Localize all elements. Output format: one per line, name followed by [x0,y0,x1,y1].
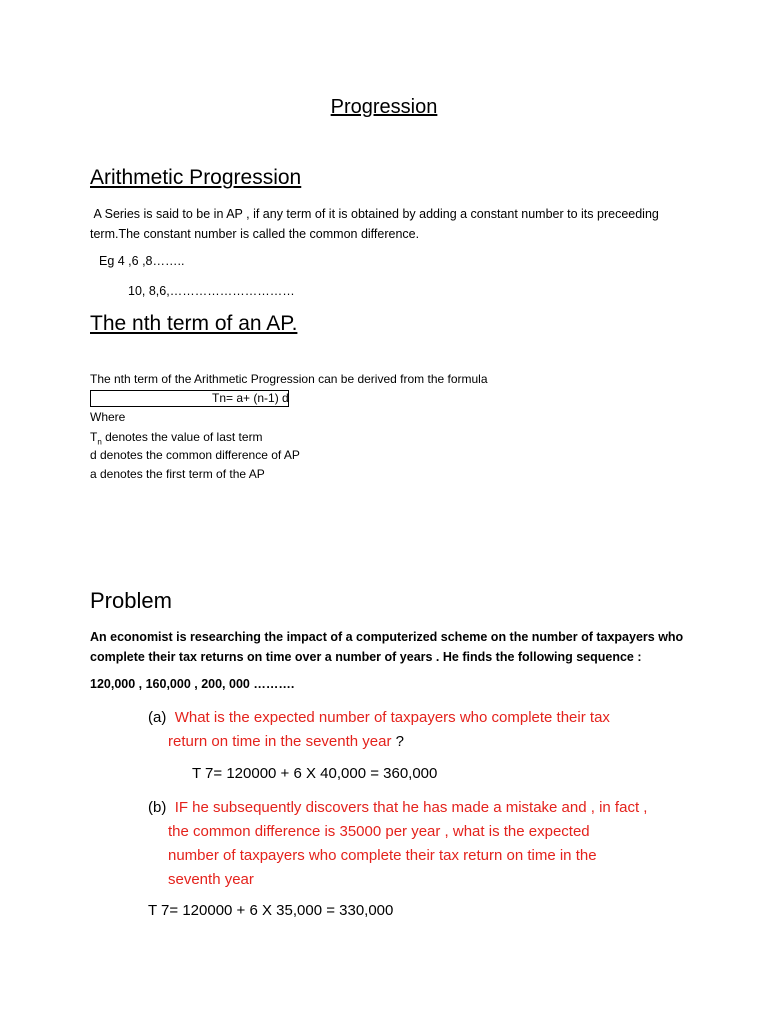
answer-b: T 7= 120000 + 6 X 35,000 = 330,000 [148,902,394,919]
question-a-line2: return on time in the seventh year [168,733,392,750]
question-b-line3: number of taxpayers who complete their tax return on time in the [168,847,597,864]
d-definition: d denotes the common difference of AP [90,448,300,462]
question-b-line4: seventh year [168,871,254,888]
ap-definition-paragraph [90,204,690,244]
tn-definition [90,430,263,446]
tn-symbol: T [90,430,98,444]
question-a-line2-wrap [148,730,610,754]
where-label: Where [90,410,126,424]
question-b-line1: IF he subsequently discovers that he has made a mistake and , in fact , [174,799,648,816]
question-a [148,706,610,754]
a-definition: a denotes the first term of the AP [90,467,265,481]
section-heading-arithmetic-progression: Arithmetic Progression [90,166,302,189]
nth-term-intro: The nth term of the Arithmetic Progression can be derived from the formula [90,372,488,386]
given-sequence: 120,000 , 160,000 , 200, 000 ………. [90,677,295,691]
tn-subscript: n [97,437,102,447]
ap-definition-text: A Series is said to be in AP , if any term of it is obtained by adding a constant number to its preceeding term.The constant number is called the common difference. [90,207,659,241]
answer-a: T 7= 120000 + 6 X 40,000 = 360,000 [192,765,438,782]
tn-definition-text: denotes the value of last term [101,430,263,444]
example-sequence-2: 10, 8,6,………………………… [128,284,295,298]
question-b-label: (b) [148,799,167,816]
example-sequence-1: Eg 4 ,6 ,8…….. [99,254,185,268]
page-title: Progression [330,96,438,118]
question-a-mark: ? [391,733,404,750]
question-a-label: (a) [148,709,167,726]
question-a-line1: What is the expected number of taxpayers who complete their tax [174,709,610,726]
formula-text: Tn= a+ (n-1) d [212,391,289,405]
section-heading-problem: Problem [90,588,172,613]
section-heading-nth-term: The nth term of an AP. [90,312,298,335]
question-b [148,796,647,892]
question-b-line2: the common difference is 35000 per year , what is the expected [168,823,590,840]
problem-statement: An economist is researching the impact of a computerized scheme on the number of taxpayers who complete their tax returns on time over a number of years . He finds the following sequence : [90,630,684,664]
